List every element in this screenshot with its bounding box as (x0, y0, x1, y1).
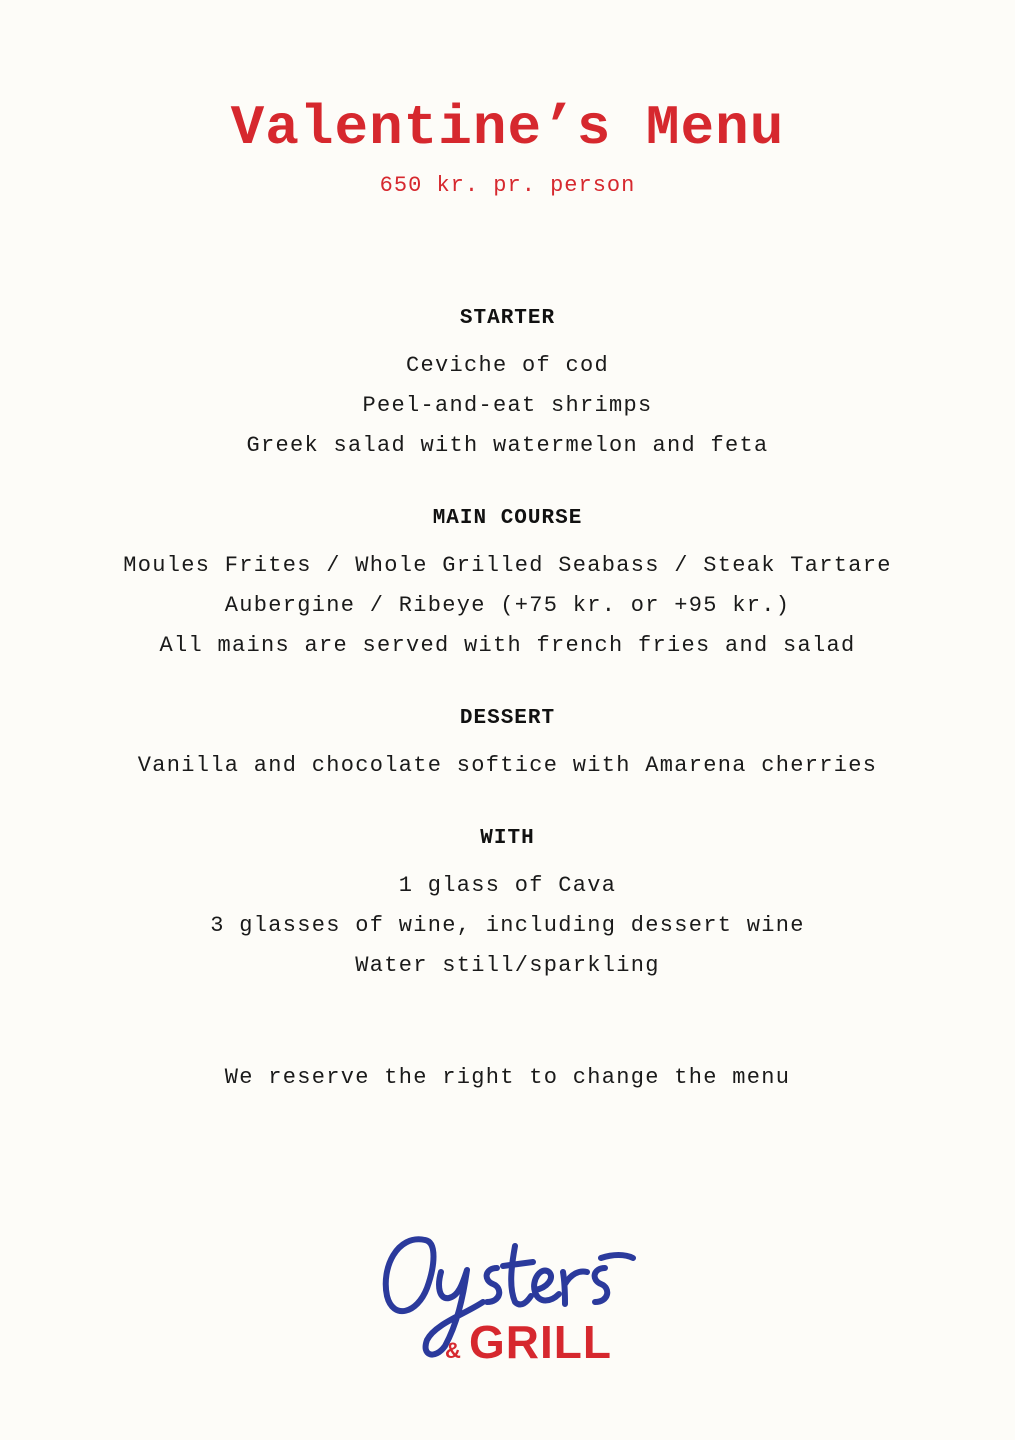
main-course-heading: MAIN COURSE (432, 507, 583, 530)
with-item: 1 glass of Cava (398, 873, 617, 898)
starter-item: Peel-and-eat shrimps (362, 393, 653, 418)
menu-price: 650 kr. pr. person (379, 173, 636, 198)
grill-block-mark: GRILL (469, 1316, 612, 1368)
menu-title: Valentine’s Menu (230, 96, 785, 160)
dessert-item: Vanilla and chocolate softice with Amarena cherries (137, 753, 878, 778)
main-course-section (0, 506, 1015, 666)
with-item: Water still/sparkling (355, 953, 660, 978)
menu-disclaimer: We reserve the right to change the menu (224, 1065, 791, 1090)
starter-heading: STARTER (459, 307, 556, 330)
with-item: 3 glasses of wine, including dessert wine (210, 913, 805, 938)
oysters-grill-logo (375, 1228, 645, 1368)
with-section (0, 826, 1015, 986)
starter-item: Ceviche of cod (405, 353, 610, 378)
dessert-heading: DESSERT (459, 707, 556, 730)
starter-section (0, 306, 1015, 466)
ampersand-mark: & (445, 1338, 461, 1363)
main-course-item: Aubergine / Ribeye (+75 kr. or +95 kr.) (224, 593, 791, 618)
dessert-section (0, 706, 1015, 786)
starter-item: Greek salad with watermelon and feta (246, 433, 769, 458)
main-course-item: All mains are served with french fries and salad (159, 633, 856, 658)
main-course-item: Moules Frites / Whole Grilled Seabass / Steak Tartare (123, 553, 892, 578)
with-heading: WITH (480, 827, 535, 850)
